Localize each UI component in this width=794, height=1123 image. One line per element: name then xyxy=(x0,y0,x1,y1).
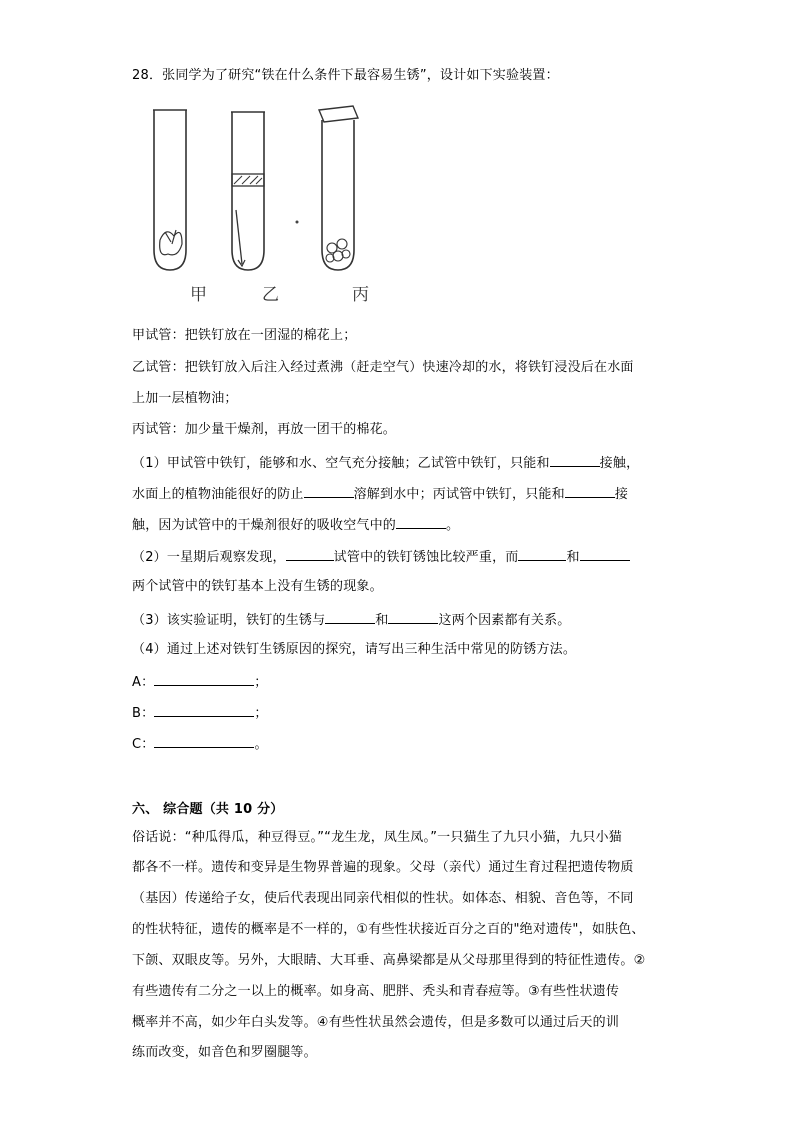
q2-text-b: 试管中的铁钉锈蚀比较严重，而 xyxy=(333,550,519,565)
q2-text-c: 和 xyxy=(566,550,580,565)
answer-c xyxy=(132,735,268,753)
answer-blank[interactable] xyxy=(396,516,446,529)
q2-text-a: （2）一星期后观察发现， xyxy=(132,550,286,565)
test-tubes-illustration xyxy=(132,100,382,310)
answer-b xyxy=(132,704,268,722)
answer-c-label: C： xyxy=(132,737,155,752)
q1-line-2 xyxy=(132,485,628,503)
answer-blank[interactable] xyxy=(580,548,630,561)
section-6-paragraph-line: 有些遗传有二分之一以上的概率。如身高、肥胖、秃头和青春痘等。③有些性状遗传 xyxy=(132,984,620,999)
tube-bing-description: 丙试管：加少量干燥剂，再放一团干的棉花。 xyxy=(132,422,397,437)
figure-label-yi: 乙 xyxy=(262,285,279,305)
tube-yi-description-2: 上加一层植物油； xyxy=(132,391,238,406)
tube-jia-description: 甲试管：把铁钉放在一团湿的棉花上； xyxy=(132,328,357,343)
answer-a-blank[interactable] xyxy=(154,673,254,686)
q1-text-g: 。 xyxy=(446,518,460,533)
answer-b-blank[interactable] xyxy=(154,704,254,717)
answer-blank[interactable] xyxy=(550,454,600,467)
q1-text-e: 接 xyxy=(614,487,629,502)
section-6-paragraph-line: 下颌、双眼皮等。另外，大眼睛、大耳垂、高鼻梁都是从父母那里得到的特征性遗传。② xyxy=(132,953,646,968)
answer-a-label: A： xyxy=(132,675,155,690)
answer-b-end: ； xyxy=(254,706,268,721)
q4-line: （4）通过上述对铁钉生锈原因的探究，请写出三种生活中常见的防锈方法。 xyxy=(132,642,577,657)
tube-yi xyxy=(231,112,265,270)
answer-a xyxy=(132,673,268,691)
figure-label-bing: 丙 xyxy=(352,285,369,305)
q1-text-d: 溶解到水中；丙试管中铁钉，只能和 xyxy=(353,487,565,502)
answer-blank[interactable] xyxy=(325,611,375,624)
tube-bing xyxy=(319,106,358,270)
q2-line-2: 两个试管中的铁钉基本上没有生锈的现象。 xyxy=(132,579,383,594)
q3-text-a: （3）该实验证明，铁钉的生锈与 xyxy=(132,613,326,628)
answer-c-end: 。 xyxy=(254,737,268,752)
q3-line xyxy=(132,611,571,629)
question-28-title: 28．张同学为了研究“铁在什么条件下最容易生锈”，设计如下实验装置： xyxy=(132,68,559,83)
answer-blank[interactable] xyxy=(388,611,438,624)
q1-line-3 xyxy=(132,516,459,534)
tube-jia xyxy=(153,110,187,270)
test-tube-figure xyxy=(132,100,382,310)
answer-b-label: B： xyxy=(132,706,155,721)
section-6-heading: 六、 综合题（共 10 分） xyxy=(132,802,284,817)
figure-label-jia: 甲 xyxy=(190,285,207,305)
q1-text-b: 接触， xyxy=(599,456,640,471)
section-6-paragraph-line: （基因）传递给子女，使后代表现出同亲代相似的性状。如体态、相貌、音色等，不同 xyxy=(132,891,634,906)
answer-blank[interactable] xyxy=(565,485,615,498)
section-6-paragraph-line: 的性状特征，遗传的概率是不一样的，①有些性状接近百分之百的"绝对遗传"，如肤色、 xyxy=(132,922,645,937)
q2-line-1 xyxy=(132,548,630,566)
answer-blank[interactable] xyxy=(518,548,566,561)
q1-line-1 xyxy=(132,454,639,472)
q3-text-b: 和 xyxy=(375,613,389,628)
q3-text-c: 这两个因素都有关系。 xyxy=(438,613,571,628)
section-6-paragraph-line: 练而改变，如音色和罗圈腿等。 xyxy=(132,1045,317,1060)
section-6-paragraph-line: 概率并不高，如少年白头发等。④有些性状虽然会遗传，但是多数可以通过后天的训 xyxy=(132,1015,620,1030)
tube-yi-description-1: 乙试管：把铁钉放入后注入经过煮沸（赶走空气）快速冷却的水，将铁钉浸没后在水面 xyxy=(132,360,634,375)
q1-text-a: （1）甲试管中铁钉，能够和水、空气充分接触；乙试管中铁钉，只能和 xyxy=(132,456,550,471)
q1-text-f: 触，因为试管中的干燥剂很好的吸收空气中的 xyxy=(132,518,397,533)
answer-a-end: ； xyxy=(254,675,268,690)
answer-blank[interactable] xyxy=(286,548,334,561)
section-6-paragraph-line: 都各不一样。遗传和变异是生物界普遍的现象。父母（亲代）通过生育过程把遗传物质 xyxy=(132,860,634,875)
q1-text-c: 水面上的植物油能很好的防止 xyxy=(132,487,304,502)
answer-blank[interactable] xyxy=(304,485,354,498)
section-6-paragraph-line: 俗话说：“种瓜得瓜，种豆得豆。”“龙生龙，凤生凤。”一只猫生了九只小猫，九只小猫 xyxy=(132,830,622,845)
answer-c-blank[interactable] xyxy=(154,735,254,748)
